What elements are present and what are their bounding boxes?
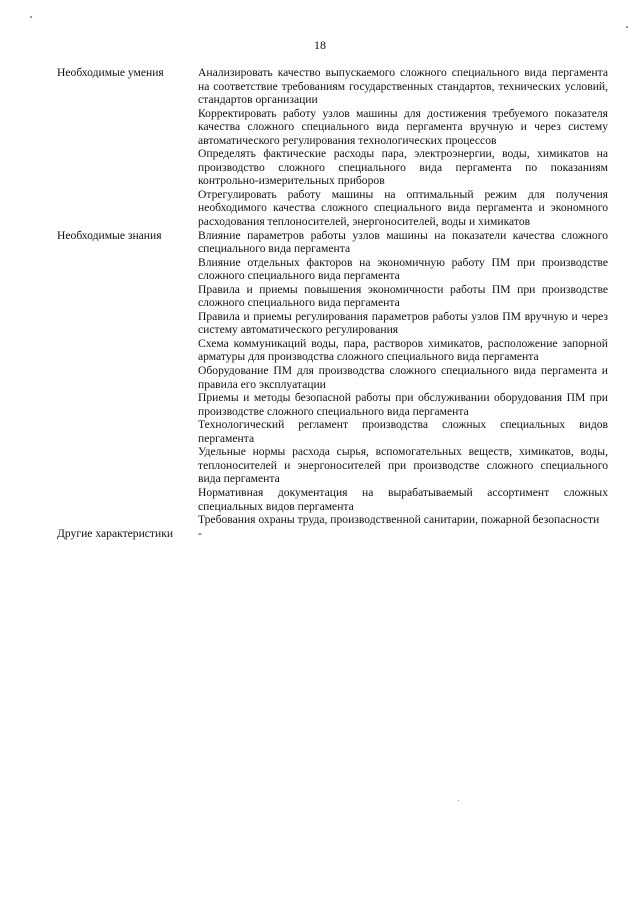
list-item: Удельные нормы расхода сырья, вспомогательных веществ, химикатов, воды, теплоносителей и энергоносителей при производстве сложного специального вида пергамента	[198, 445, 608, 486]
skills-list	[198, 66, 608, 229]
scan-speck	[626, 26, 628, 28]
list-item: Нормативная документация на вырабатываемый ассортимент сложных специальных видов пергамента	[198, 485, 608, 513]
list-item: Требования охраны труда, производственной санитарии, пожарной безопасности	[198, 513, 600, 527]
row-label-knowledge: Необходимые знания	[57, 228, 162, 242]
row-label-skills: Необходимые умения	[57, 66, 164, 79]
list-item: Влияние отдельных факторов на экономичную работу ПМ при производстве сложного специального вида пергамента	[198, 255, 608, 283]
list-item: Правила и приемы регулирования параметров работы узлов ПМ вручную и через систему автоматического регулирования	[198, 309, 608, 337]
list-item: Влияние параметров работы узлов машины на показатели качества сложного специального вида пергамента	[198, 228, 608, 256]
scan-speck	[458, 800, 459, 801]
list-item: Определять фактические расходы пара, электроэнергии, воды, химикатов на производство сложного специального вида пергамента по показаниям контрольно-измерительных приборов	[198, 147, 608, 188]
list-item: Отрегулировать работу машины на оптимальный режим для получения необходимого качества сложного специального вида пергамента и экономного расходования теплоносителей, энергоносителей, воды и химикатов	[198, 187, 608, 229]
table-row-skills	[57, 66, 608, 229]
scan-speck	[30, 16, 32, 18]
knowledge-list	[198, 229, 608, 527]
list-item: -	[198, 526, 202, 540]
list-item: Анализировать качество выпускаемого сложного специального вида пергамента на соответствие требованиям государственных стандартов, технических условий, стандартов организации	[198, 66, 608, 107]
list-item: Правила и приемы повышения экономичности работы ПМ при производстве сложного специального вида пергамента	[198, 282, 608, 310]
table-row-other	[57, 527, 608, 541]
row-label-other: Другие характеристики	[57, 526, 174, 540]
list-item: Схема коммуникаций воды, пара, растворов химикатов, расположение запорной арматуры для производства сложного специального вида пергамента	[198, 336, 608, 364]
list-item: Технологический регламент производства сложных специальных видов пергамента	[198, 418, 608, 445]
page-number: 18	[314, 38, 326, 52]
list-item: Приемы и методы безопасной работы при обслуживании оборудования ПМ при производстве сложного специального вида пергамента	[198, 391, 608, 418]
competency-table	[57, 66, 608, 540]
table-row-knowledge	[57, 229, 608, 527]
list-item: Оборудование ПМ для производства сложного специального вида пергамента и правила его эксплуатации	[198, 364, 608, 391]
other-list	[198, 527, 608, 541]
list-item: Корректировать работу узлов машины для достижения требуемого показателя качества сложного специального вида пергамента вручную и через систему автоматического регулирования технологических процессов	[198, 106, 608, 147]
